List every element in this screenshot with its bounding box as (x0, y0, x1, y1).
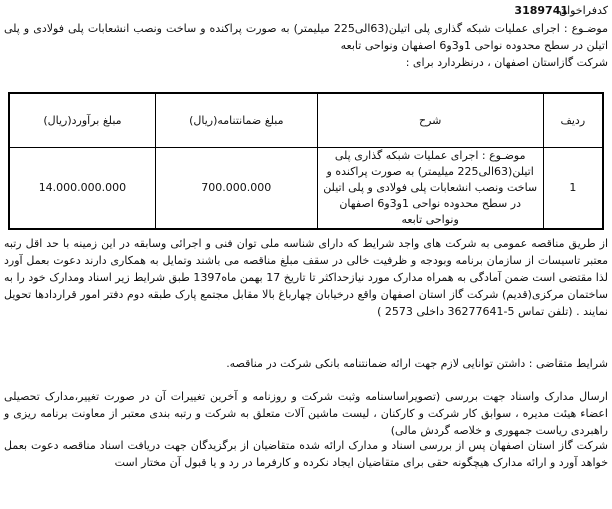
invitation-paragraph (4, 235, 608, 320)
applicant-conditions-paragraph (4, 355, 608, 372)
applicant-conditions-text: شرایط متقاضی : داشتن توانایی لازم جهت ارائه ضمانتنامه بانکی شرکت در مناقصه. (226, 357, 608, 370)
header-row-number: ردیف (543, 93, 603, 147)
company-intro-line: شرکت گازاستان اصفهان ، درنظردارد برای : (405, 56, 608, 69)
tender-code-number: 3189741 (514, 4, 568, 17)
tender-code-label: کدفراخوان (558, 4, 608, 17)
subject-text: موضـوع : اجرای عملیات شبکه گذاری پلی اتیلن(63الی225 میلیمتر) به صورت پراکنده و ساخت ونصب انشعابات پلی فولادی و پلی اتیلن در سطح محدوده نواحی 1و3و6 اصفهان ونواحی تابعه (4, 22, 608, 52)
tender-code-line (4, 3, 608, 19)
closing-paragraph (4, 437, 608, 471)
cell-estimate-amount: 14.000.000.000 (9, 147, 155, 229)
header-estimate-amount: مبلغ برآورد(ریال) (9, 93, 155, 147)
documents-text: ارسال مدارک واسناد جهت بررسی (تصویراساسنامه وثبت شرکت و روزنامه و آخرین تغییرات آن در صورت تغییر،مدارک تحصیلی اعضاء هیئت مدیره ، سوابق کار شرکت و کارکنان ، لیست ماشین آلات متعلق به شرکت و رتبه بندی معتبر از معاونت برنامه ریزی و راهبردی ریاست جمهوری و خلاصه گردش مالی) (4, 390, 608, 437)
cell-row-number: 1 (543, 147, 603, 229)
table-row (9, 147, 603, 229)
invitation-text: از طریق مناقصه عمومی به شرکت های واجد شرایط که دارای شناسه ملی توان فنی و اجرائی وسابقه در این زمینه با حد اقل رتبه معتبر تاسیسات از سازمان برنامه وبودجه و ظرفیت خالی در سقف مبلغ مناقصه می باشند وتمایل به همکاری دارند دعوت بعمل آورد لذا مقتضی است ضمن آمادگی به همراه مدارک مورد نیازحداکثر تا تاریخ 17 بهمن ماه1397 طبق شرایط زیر اسناد ومدارک خود را به ساختمان مرکزی(قدیم) شرکت گاز استان اصفهان واقع درخیابان چهارباغ بالا مقابل مجتمع پارک طبقه دوم دفتر امور قراردادها تحویل نمایند . (تلفن تماس 5-36277641 داخلی 2573 ) (4, 237, 608, 318)
closing-text: شرکت گاز استان اصفهان پس از بررسی اسناد و مدارک ارائه شده متقاضیان از برگزیدگان جهت دریافت اسناد مناقصه دعوت بعمل خواهد آورد و ارائه مدارک هیچگونه حقی برای متقاضیان ایجاد نکرده و کارفرما در رد و یا قبول آن مختار است (4, 439, 608, 469)
tender-table (8, 92, 604, 230)
cell-guarantee-amount: 700.000.000 (155, 147, 317, 229)
subject-block (4, 20, 608, 71)
cell-description: موضـوع : اجرای عملیات شبکه گذاری پلی اتیلن(63الی225 میلیمتر) به صورت پراکنده و ساخت ونصب انشعابات پلی فولادی و پلی اتیلن در سطح محدوده نواحی 1و3و6 اصفهان ونواحی تابعه (317, 147, 543, 229)
header-description: شرح (317, 93, 543, 147)
table-header-row (9, 93, 603, 147)
documents-paragraph (4, 388, 608, 439)
header-guarantee-amount: مبلغ ضمانتنامه(ریال) (155, 93, 317, 147)
